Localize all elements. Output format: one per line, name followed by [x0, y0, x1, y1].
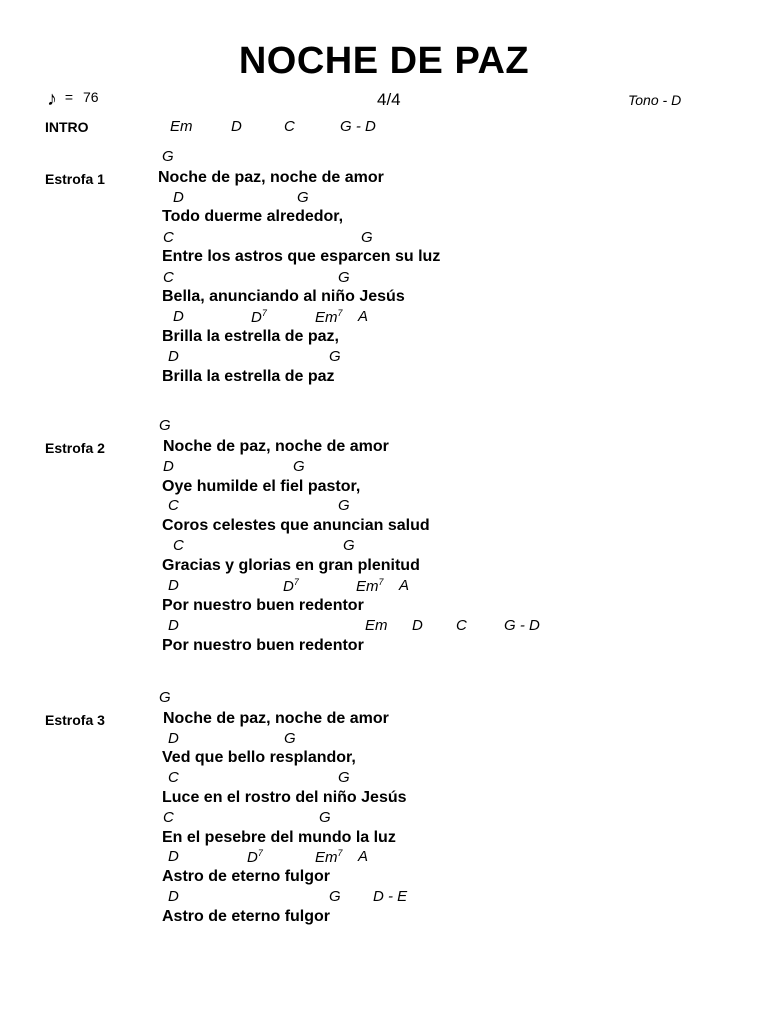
verse-label: Estrofa 3 [45, 712, 105, 728]
chord: D [412, 617, 423, 634]
intro-chord: C [284, 118, 295, 135]
chord: G [343, 537, 355, 554]
eighth-note-icon: ♪ [47, 88, 57, 110]
chord-root: D [251, 309, 262, 326]
lyric-line: Luce en el rostro del niño Jesús [162, 789, 407, 806]
chord-with-extension [315, 848, 343, 866]
lyric-line: Ved que bello resplandor, [162, 749, 356, 766]
chord-root: D [283, 578, 294, 595]
chord: D [173, 189, 184, 206]
lyric-line: Noche de paz, noche de amor [163, 438, 389, 455]
chord: C [168, 769, 179, 786]
chord: C [168, 497, 179, 514]
lyric-line: Astro de eterno fulgor [162, 868, 331, 885]
lyric-line: Brilla la estrella de paz, [162, 328, 339, 345]
chord: G [284, 730, 296, 747]
chord: C [163, 269, 174, 286]
chord: G [293, 458, 305, 475]
time-signature: 4/4 [377, 90, 401, 109]
chord: D [173, 308, 184, 325]
chord-with-extension [315, 308, 343, 326]
lyric-line: Noche de paz, noche de amor [158, 169, 384, 186]
chord: G [162, 148, 174, 165]
page-title: NOCHE DE PAZ [238, 40, 530, 82]
chord-root: D [247, 849, 258, 866]
chord-with-extension [356, 577, 384, 595]
tempo-value: 76 [82, 89, 99, 105]
chord: D [163, 458, 174, 475]
chord: D - E [373, 888, 408, 905]
chord: G [159, 417, 171, 434]
chord: C [456, 617, 467, 634]
chord: A [358, 848, 369, 865]
lyric-line: Gracias y glorias en gran plenitud [162, 557, 420, 574]
chord: G - D [504, 617, 540, 634]
chord: A [358, 308, 369, 325]
tempo-marking [47, 88, 99, 111]
verse-label: Estrofa 2 [45, 440, 105, 456]
chord: G [297, 189, 309, 206]
chord: A [399, 577, 410, 594]
lyric-line: Noche de paz, noche de amor [163, 710, 389, 727]
lyric-line: Coros celestes que anuncian salud [162, 517, 430, 534]
chord: D [168, 577, 179, 594]
chord-extension: 7 [257, 848, 263, 858]
chord: D [168, 348, 179, 365]
chord: G [329, 888, 341, 905]
chord: C [163, 809, 174, 826]
lyric-line: Entre los astros que esparcen su luz [162, 248, 441, 265]
lyric-line: Por nuestro buen redentor [162, 597, 364, 614]
intro-label: INTRO [45, 119, 89, 135]
chord: D [168, 888, 179, 905]
chord: G [319, 809, 331, 826]
chord: D [168, 617, 179, 634]
verse-label: Estrofa 1 [45, 171, 105, 187]
chord: G [338, 269, 350, 286]
chord: G [329, 348, 341, 365]
chord: G [159, 689, 171, 706]
chord-root: Em [315, 849, 338, 866]
chord: D [168, 848, 179, 865]
intro-chord: G - D [340, 118, 376, 135]
lyric-line: Todo duerme alrededor, [162, 208, 344, 225]
chord-with-extension [247, 848, 263, 866]
chord-extension: 7 [293, 577, 299, 587]
intro-chord: Em [170, 118, 193, 135]
chord-root: Em [315, 309, 338, 326]
chord-with-extension [251, 308, 267, 326]
chord-root: Em [356, 578, 379, 595]
chord: C [173, 537, 184, 554]
lyric-line: Oye humilde el fiel pastor, [162, 478, 361, 495]
tempo-equals: = [64, 89, 74, 105]
chord-extension: 7 [261, 308, 267, 318]
chord-extension: 7 [337, 308, 343, 318]
chord: D [168, 730, 179, 747]
lyric-line: Astro de eterno fulgor [162, 908, 331, 925]
chord: G [338, 769, 350, 786]
chord-extension: 7 [337, 848, 343, 858]
chord: Em [365, 617, 388, 634]
chord: C [163, 229, 174, 246]
chord: G [361, 229, 373, 246]
key-signature: Tono - D [628, 92, 682, 108]
intro-chord: D [231, 118, 242, 135]
chord: G [338, 497, 350, 514]
lyric-line: Brilla la estrella de paz [162, 368, 335, 385]
lyric-line: Por nuestro buen redentor [162, 637, 364, 654]
lyric-line: Bella, anunciando al niño Jesús [162, 288, 405, 305]
lyric-line: En el pesebre del mundo la luz [162, 829, 396, 846]
chord-extension: 7 [378, 577, 384, 587]
chord-with-extension [283, 577, 299, 595]
